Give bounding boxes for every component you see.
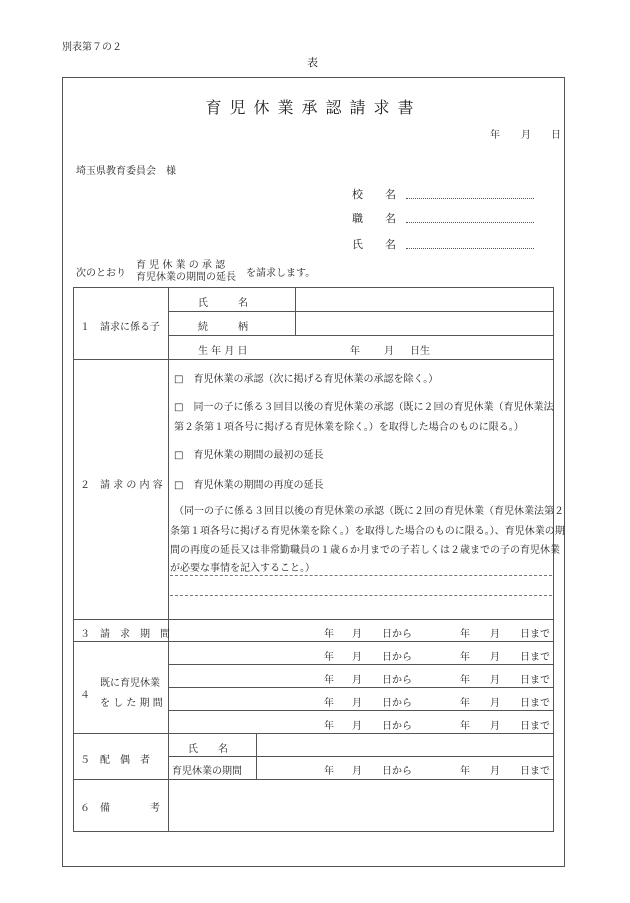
s3-to-year: 年: [460, 629, 470, 640]
note-line1: （同一の子に係る３回目以後の育児休業の承認（既に２回の育児休業（育児休業法第２: [174, 506, 564, 517]
s3-to-day: 日まで: [520, 629, 550, 640]
s5-to-year: 年: [460, 766, 470, 777]
s5-col-divider: [256, 733, 257, 779]
section2-label: ２ 請 求 の 内 容: [80, 480, 163, 491]
note-line3: 間の再度の延長又は非常勤職員の１歳６か月までの子若しくは２歳までの子の育児休業: [170, 545, 560, 556]
option-third-approval-line2: 第２条第１項各号に掲げる育児休業を除く。）を取得した場合のものに限る。）: [174, 422, 524, 433]
row-divider-3: [73, 641, 554, 642]
s4r1-from-month: 月: [352, 652, 362, 663]
intro-prefix: 次のとおり: [76, 268, 126, 279]
date-month-label: 月: [521, 130, 531, 141]
position-label: 職 名: [352, 212, 396, 225]
option-third-approval-line1[interactable]: □ 同一の子に係る３回目以後の育児休業の承認（既に２回の育児休業（育児休業法: [174, 402, 554, 413]
s4r2-to-year: 年: [460, 675, 470, 686]
s1-divider-a: [168, 311, 554, 312]
birth-day-label: 日生: [410, 346, 430, 357]
date-day-label: 日: [551, 130, 561, 141]
s4-divider-a: [168, 664, 554, 665]
intro-option-extension: 育児休業の期間の延長: [136, 272, 236, 283]
row-divider-1: [73, 359, 554, 360]
reason-input-line-1[interactable]: [170, 575, 552, 576]
child-name-label: 氏 名: [198, 298, 248, 309]
reason-input-line-2[interactable]: [170, 595, 552, 596]
s4r4-from-year: 年: [324, 721, 334, 732]
label-column-divider: [168, 287, 169, 832]
s5-from-day: 日から: [382, 766, 412, 777]
addressee: 埼玉県教育委員会 様: [76, 166, 176, 177]
front-label: 表: [307, 56, 318, 69]
s4r3-from-day: 日から: [382, 698, 412, 709]
option-second-extension[interactable]: □ 育児休業の期間の再度の延長: [174, 480, 324, 491]
s1-divider-b: [168, 335, 554, 336]
spouse-name-label: 氏 名: [188, 744, 228, 755]
section6-label: ６ 備 考: [80, 803, 160, 814]
s4r2-from-day: 日から: [382, 675, 412, 686]
form-number: 別表第７の２: [62, 42, 122, 53]
row-divider-5: [73, 779, 554, 780]
child-birth-label: 生 年 月 日: [198, 346, 248, 357]
s4r3-to-month: 月: [490, 698, 500, 709]
s4r1-to-month: 月: [490, 652, 500, 663]
s3-from-day: 日から: [382, 629, 412, 640]
s4r2-to-month: 月: [490, 675, 500, 686]
s5-from-month: 月: [352, 766, 362, 777]
s4r1-from-day: 日から: [382, 652, 412, 663]
s4r4-to-month: 月: [490, 721, 500, 732]
form-title: 育児休業承認請求書: [205, 98, 422, 117]
s4r4-from-month: 月: [352, 721, 362, 732]
section1-label: １ 請求に係る子: [80, 322, 160, 333]
date-year-label: 年: [490, 130, 500, 141]
s4r3-to-day: 日まで: [520, 698, 550, 709]
s3-from-year: 年: [324, 629, 334, 640]
birth-year-label: 年: [350, 346, 360, 357]
s4r2-to-day: 日まで: [520, 675, 550, 686]
section4-label-line2: を し た 期 間: [100, 698, 163, 709]
position-input-line[interactable]: [406, 222, 534, 223]
s4r1-to-year: 年: [460, 652, 470, 663]
s4r2-from-year: 年: [324, 675, 334, 686]
applicant-name-input-line[interactable]: [406, 248, 534, 249]
s4-divider-c: [168, 710, 554, 711]
s4r3-to-year: 年: [460, 698, 470, 709]
section4-label-line1: 既に育児休業: [100, 678, 160, 689]
s3-from-month: 月: [352, 629, 362, 640]
s5-to-month: 月: [490, 766, 500, 777]
applicant-name-label: 氏 名: [352, 238, 396, 251]
s4r4-from-day: 日から: [382, 721, 412, 732]
note-line2: 条第１項各号に掲げる育児休業を除く。）を取得した場合のものに限る。）、育児休業の期: [170, 526, 565, 537]
s5-divider: [168, 756, 554, 757]
s5-to-day: 日まで: [520, 766, 550, 777]
s4r4-to-year: 年: [460, 721, 470, 732]
s3-to-month: 月: [490, 629, 500, 640]
s4r3-from-month: 月: [352, 698, 362, 709]
row-divider-2: [73, 619, 554, 620]
note-line4: が必要な事情を記入すること。）: [170, 563, 315, 574]
child-relation-label: 続 柄: [198, 322, 248, 333]
intro-suffix: を請求します。: [246, 268, 316, 279]
intro-option-approval: 育 児 休 業 の 承 認: [136, 260, 226, 271]
row-divider-4: [73, 733, 554, 734]
s4r2-from-month: 月: [352, 675, 362, 686]
s4-divider-b: [168, 687, 554, 688]
option-first-extension[interactable]: □ 育児休業の期間の最初の延長: [174, 450, 324, 461]
spouse-period-label: 育児休業の期間: [172, 766, 242, 777]
school-label: 校 名: [352, 188, 396, 201]
school-input-line[interactable]: [406, 198, 534, 199]
section4-number: ４: [80, 690, 90, 701]
s5-from-year: 年: [324, 766, 334, 777]
s4r1-to-day: 日まで: [520, 652, 550, 663]
birth-month-label: 月: [384, 346, 394, 357]
option-approval[interactable]: □ 育児休業の承認（次に掲げる育児休業の承認を除く。）: [174, 374, 439, 385]
s4r1-from-year: 年: [324, 652, 334, 663]
s1-col-divider: [295, 287, 296, 335]
s4r4-to-day: 日まで: [520, 721, 550, 732]
section5-label: ５ 配 偶 者: [80, 755, 150, 766]
s4r3-from-year: 年: [324, 698, 334, 709]
section3-label: ３ 請 求 期 間: [80, 629, 170, 640]
